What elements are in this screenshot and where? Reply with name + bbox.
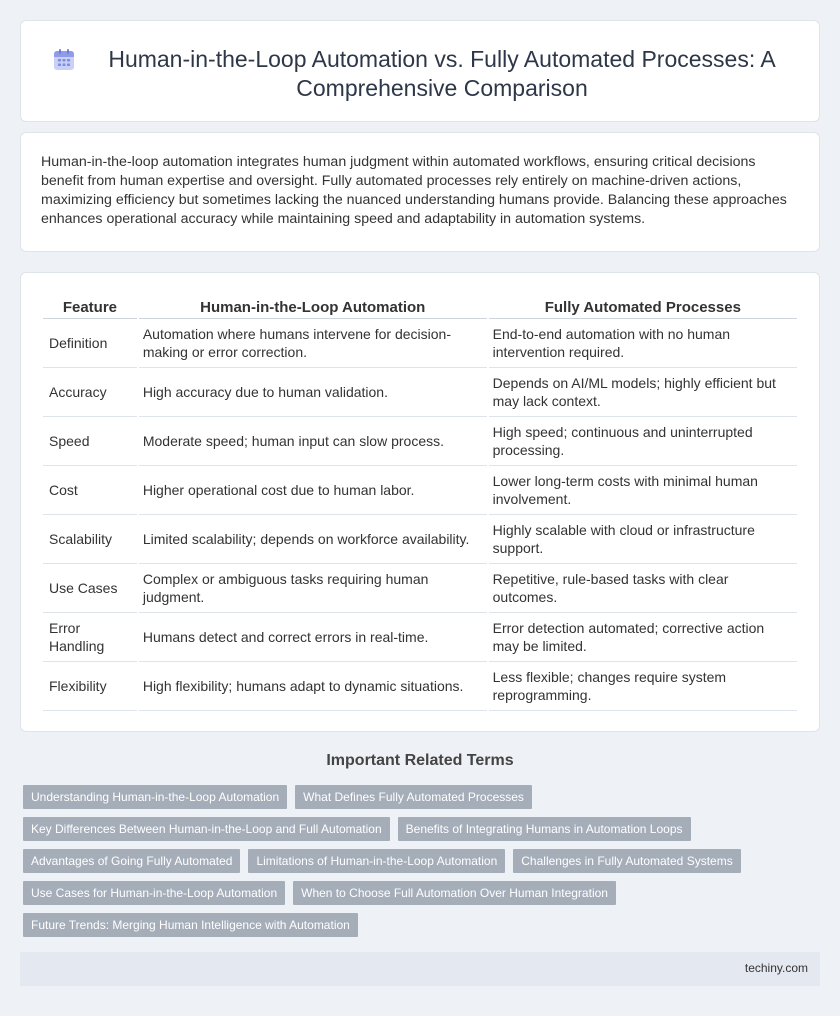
- related-term-tag[interactable]: Key Differences Between Human-in-the-Loop and Full Automation: [23, 817, 390, 841]
- human-in-the-loop-cell: Complex or ambiguous tasks requiring human judgment.: [139, 564, 487, 613]
- feature-cell: Use Cases: [43, 564, 137, 613]
- human-in-the-loop-cell: Moderate speed; human input can slow process.: [139, 417, 487, 466]
- feature-cell: Cost: [43, 466, 137, 515]
- table-header-row: [43, 296, 797, 319]
- fully-automated-cell: Repetitive, rule-based tasks with clear outcomes.: [489, 564, 797, 613]
- feature-cell: Scalability: [43, 515, 137, 564]
- comparison-table-card: [20, 272, 820, 732]
- table-row: [43, 466, 797, 515]
- header-human-in-the-loop: Human-in-the-Loop Automation: [139, 296, 487, 319]
- header-fully-automated: Fully Automated Processes: [489, 296, 797, 319]
- related-term-tag[interactable]: Limitations of Human-in-the-Loop Automation: [248, 849, 505, 873]
- human-in-the-loop-cell: Automation where humans intervene for decision-making or error correction.: [139, 319, 487, 368]
- intro-card: [20, 132, 820, 252]
- related-term-tag[interactable]: Benefits of Integrating Humans in Automation Loops: [398, 817, 691, 841]
- table-row: [43, 319, 797, 368]
- human-in-the-loop-cell: High flexibility; humans adapt to dynamic situations.: [139, 662, 487, 711]
- feature-cell: Speed: [43, 417, 137, 466]
- page-title: Human-in-the-Loop Automation vs. Fully Automated Processes: A Comprehensive Comparison: [108, 46, 776, 101]
- related-term-tag[interactable]: Challenges in Fully Automated Systems: [513, 849, 740, 873]
- related-term-tag[interactable]: What Defines Fully Automated Processes: [295, 785, 532, 809]
- footer: [20, 952, 820, 986]
- table-row: [43, 368, 797, 417]
- related-term-tag[interactable]: Future Trends: Merging Human Intelligence with Automation: [23, 913, 358, 937]
- table-row: [43, 515, 797, 564]
- fully-automated-cell: Less flexible; changes require system reprogramming.: [489, 662, 797, 711]
- fully-automated-cell: Error detection automated; corrective action may be limited.: [489, 613, 797, 662]
- intro-paragraph: Human-in-the-loop automation integrates human judgment within automated workflows, ensuring critical decisions benefit from human expertise and oversight. Fully automated processes rely entirely on machine-driven actions, maximizing efficiency but sometimes lacking the nuanced understanding humans provide. Balancing these approaches enhances operational accuracy while maintaining speed and adaptability in automation systems.: [41, 154, 787, 227]
- feature-cell: Error Handling: [43, 613, 137, 662]
- human-in-the-loop-cell: Limited scalability; depends on workforce availability.: [139, 515, 487, 564]
- related-term-tag[interactable]: Advantages of Going Fully Automated: [23, 849, 240, 873]
- header-card: [20, 20, 820, 122]
- feature-cell: Flexibility: [43, 662, 137, 711]
- table-row: [43, 662, 797, 711]
- feature-cell: Definition: [43, 319, 137, 368]
- related-term-tag[interactable]: Use Cases for Human-in-the-Loop Automation: [23, 881, 285, 905]
- human-in-the-loop-cell: Higher operational cost due to human labor.: [139, 466, 487, 515]
- calendar-icon: [51, 47, 77, 73]
- footer-site-link[interactable]: techiny.com: [744, 961, 808, 975]
- table-row: [43, 564, 797, 613]
- fully-automated-cell: Highly scalable with cloud or infrastructure support.: [489, 515, 797, 564]
- fully-automated-cell: End-to-end automation with no human intervention required.: [489, 319, 797, 368]
- fully-automated-cell: High speed; continuous and uninterrupted processing.: [489, 417, 797, 466]
- comparison-table: [41, 296, 799, 711]
- related-term-tag[interactable]: When to Choose Full Automation Over Human Integration: [293, 881, 616, 905]
- table-row: [43, 417, 797, 466]
- fully-automated-cell: Lower long-term costs with minimal human involvement.: [489, 466, 797, 515]
- human-in-the-loop-cell: Humans detect and correct errors in real-time.: [139, 613, 487, 662]
- fully-automated-cell: Depends on AI/ML models; highly efficient but may lack context.: [489, 368, 797, 417]
- table-row: [43, 613, 797, 662]
- human-in-the-loop-cell: High accuracy due to human validation.: [139, 368, 487, 417]
- related-terms-list: [23, 785, 823, 937]
- related-terms-heading: Important Related Terms: [326, 752, 514, 769]
- related-term-tag[interactable]: Understanding Human-in-the-Loop Automation: [23, 785, 287, 809]
- feature-cell: Accuracy: [43, 368, 137, 417]
- header-feature: Feature: [43, 296, 137, 319]
